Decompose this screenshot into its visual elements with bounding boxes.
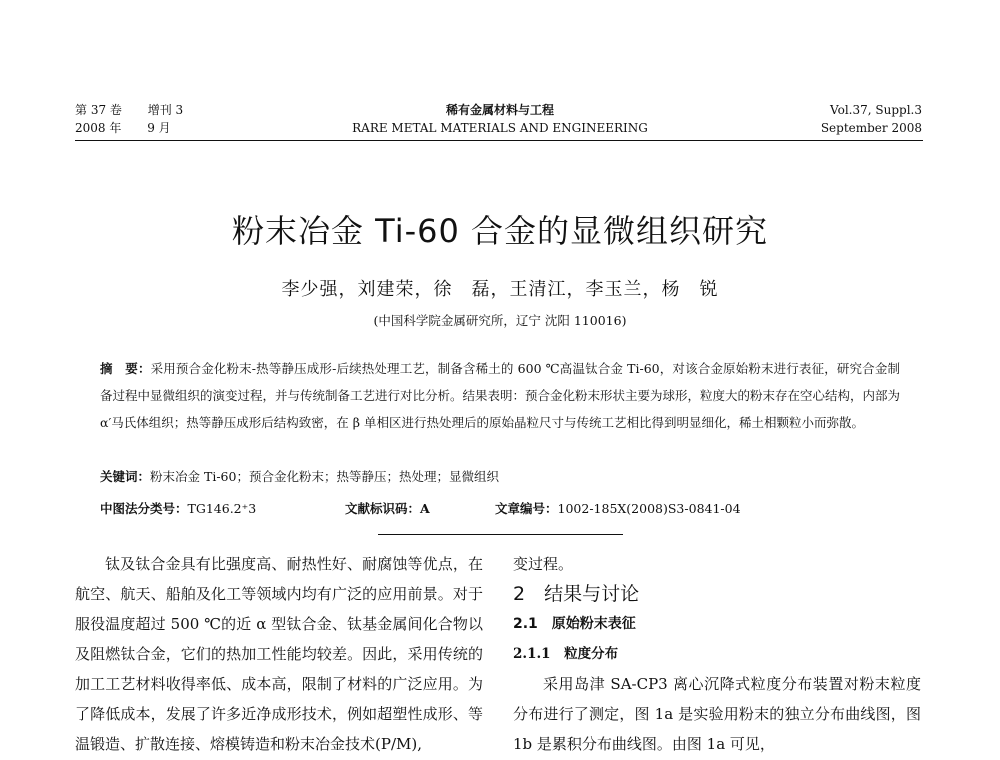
volume-en: Vol.37, Suppl.3 [830,103,922,117]
supplement: 增刊 3 [147,103,184,117]
header-right [821,101,922,137]
header-rule [75,140,923,141]
month: 9 月 [147,121,171,135]
section-heading-2: 2 结果与讨论 [513,583,640,605]
affiliation: (中国科学院金属研究所，辽宁 沈阳 110016) [373,313,627,328]
date-en: September 2008 [820,121,922,135]
article-title: 粉末冶金 Ti-60 合金的显微组织研究 [231,212,769,250]
keywords-label: 关键词： [100,469,151,484]
doc-value: A [420,501,430,516]
granularity-paragraph: 采用岛津 SA-CP3 离心沉降式粒度分布装置对粉末粒度分布进行了测定，图 1a 是实验用粉末的独立分布曲线图，图 1b 是累积分布曲线图。由图 1a 可见， [513,675,921,753]
right-column-continuation: 变过程。 [513,555,574,573]
volume: 第 37 卷 [75,103,122,117]
art-label: 文章编号： [495,501,558,516]
abstract-label: 摘 要： [100,361,151,376]
keywords [100,467,499,485]
intro-paragraph: 钛及钛合金具有比强度高、耐热性好、耐腐蚀等优点，在航空、航天、船舶及化工等领域内均有广泛的应用前景。对于服役温度超过 500 ℃的近 α 型钛合金、钛基金属间化合物以及阻燃钛合金，它们的热加工性能均较差。因此，采用传统的加工工艺材料收得率低、成本高，限制了材料的广泛应用。为了降低成本，发展了许多近净成形技术，例如超塑性成形、等温锻造、扩散连接、熔模铸造和粉末冶金技术(P/M), [75,555,483,753]
abstract-end-rule [378,534,623,535]
clc-number [100,499,256,517]
body-left-column [75,549,483,759]
article-number [495,499,741,517]
author-list: 李少强，刘建荣，徐 磊，王清江，李玉兰，杨 锐 [281,279,719,300]
journal-title-cn: 稀有金属材料与工程 [445,103,554,117]
clc-label: 中图法分类号： [100,501,188,516]
body-right-column [513,549,921,759]
document-code [345,499,430,517]
clc-value: TG146.2⁺3 [187,501,257,516]
art-value: 1002-185X(2008)S3-0841-04 [557,501,741,516]
abstract-text: 采用预合金化粉末-热等静压成形-后续热处理工艺，制备含稀土的 600 ℃高温钛合金 Ti-60，对该合金原始粉末进行表征，研究合金制备过程中显微组织的演变过程，并与传统制备工艺进行对比分析。结果表明：预合金化粉末形状主要为球形，粒度大的粉末存在空心结构，内部为 α′马氏体组织；热等静压成形后结构致密，在 β 单相区进行热处理后的原始晶粒尺寸与传统工艺相比得到明显细化，稀土相颗粒小而弥散。 [100,361,901,430]
year: 2008 年 [75,121,122,135]
section-heading-2-1: 2.1 原始粉末表征 [513,616,636,632]
keywords-text: 粉末冶金 Ti-60；预合金化粉末；热等静压；热处理；显微组织 [150,469,499,484]
doc-label: 文献标识码： [345,501,421,516]
abstract [100,355,900,436]
journal-title-en: RARE METAL MATERIALS AND ENGINEERING [352,121,648,135]
section-heading-2-1-1: 2.1.1 粒度分布 [513,646,619,662]
